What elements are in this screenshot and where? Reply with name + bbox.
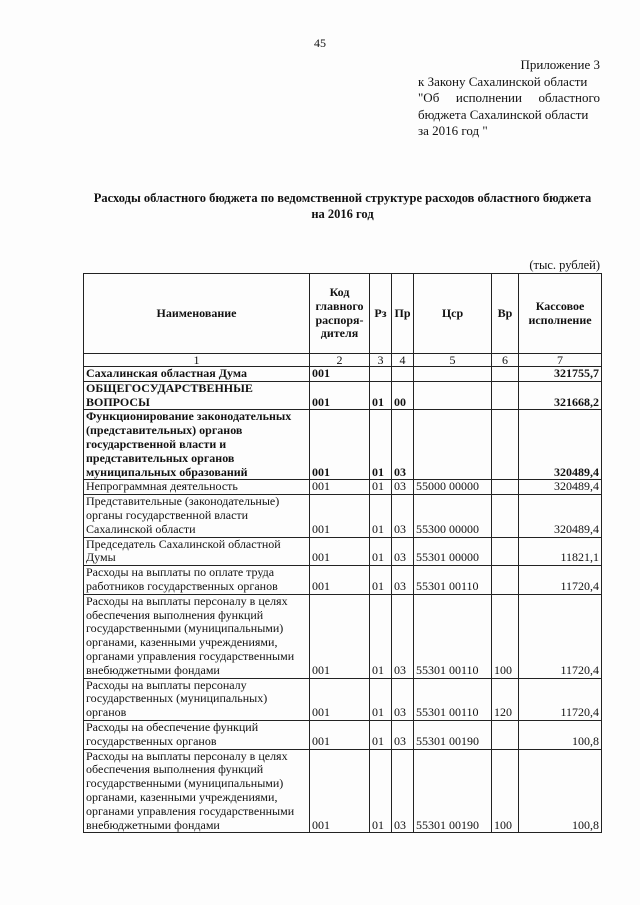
row-code: 001 [310, 480, 370, 495]
table-row [84, 594, 602, 678]
row-pr: 00 [392, 381, 414, 410]
row-vr [492, 381, 519, 410]
row-csr [414, 367, 492, 382]
row-pr: 03 [392, 594, 414, 678]
row-name: Функционирование законодательных (представительных) органов государственной власти и представительных органов муниципальных образований [84, 410, 310, 480]
row-rz: 01 [370, 594, 392, 678]
row-code: 001 [310, 749, 370, 833]
row-rz: 01 [370, 410, 392, 480]
appendix-line: к Закону Сахалинской области [418, 73, 588, 89]
row-rz: 01 [370, 480, 392, 495]
table-row [84, 495, 602, 537]
row-code: 001 [310, 594, 370, 678]
row-csr: 55301 00110 [414, 566, 492, 595]
row-code: 001 [310, 381, 370, 410]
table-row [84, 480, 602, 495]
row-csr: 55301 00190 [414, 720, 492, 749]
table-header-row [84, 274, 602, 354]
col-number: 5 [414, 354, 492, 367]
budget-table [83, 273, 602, 833]
header-vr: Вр [492, 274, 519, 354]
row-vr [492, 367, 519, 382]
row-amount: 11821,1 [519, 537, 602, 566]
row-rz: 01 [370, 381, 392, 410]
table-row [84, 367, 602, 382]
table-row [84, 537, 602, 566]
row-csr: 55301 00110 [414, 678, 492, 720]
appendix-line: "Об исполнении областного [418, 90, 600, 105]
row-code: 001 [310, 678, 370, 720]
document-title-line: Расходы областного бюджета по ведомственной структуре расходов областного бюджета [93, 191, 592, 205]
header-rz: Рз [370, 274, 392, 354]
row-name: Сахалинская областная Дума [84, 367, 310, 382]
row-name: Расходы на выплаты по оплате труда работников государственных органов [84, 566, 310, 595]
row-amount: 100,8 [519, 720, 602, 749]
row-code: 001 [310, 410, 370, 480]
row-csr: 55301 00110 [414, 594, 492, 678]
appendix-note [418, 57, 600, 140]
header-exec: Кассовое исполнение [519, 274, 602, 354]
row-pr: 03 [392, 566, 414, 595]
row-csr: 55300 00000 [414, 495, 492, 537]
row-name: ОБЩЕГОСУДАРСТВЕННЫЕ ВОПРОСЫ [84, 381, 310, 410]
row-amount: 11720,4 [519, 594, 602, 678]
header-code: Код главного распоря-дителя [310, 274, 370, 354]
row-amount: 11720,4 [519, 678, 602, 720]
row-pr: 03 [392, 537, 414, 566]
document-title-line: на 2016 год [311, 207, 374, 221]
row-csr: 55301 00190 [414, 749, 492, 833]
row-name: Расходы на выплаты персоналу государственных (муниципальных) органов [84, 678, 310, 720]
row-pr: 03 [392, 480, 414, 495]
table-row [84, 678, 602, 720]
table-row [84, 720, 602, 749]
row-name: Председатель Сахалинской областной Думы [84, 537, 310, 566]
row-rz: 01 [370, 537, 392, 566]
table-row [84, 566, 602, 595]
row-amount: 320489,4 [519, 495, 602, 537]
row-pr [392, 367, 414, 382]
row-pr: 03 [392, 410, 414, 480]
units-label: (тыс. рублей) [529, 258, 600, 272]
row-name: Расходы на обеспечение функций государственных органов [84, 720, 310, 749]
row-amount: 321668,2 [519, 381, 602, 410]
row-csr [414, 381, 492, 410]
row-code: 001 [310, 537, 370, 566]
row-vr [492, 720, 519, 749]
row-vr [492, 566, 519, 595]
document-title [80, 190, 605, 222]
row-vr [492, 480, 519, 495]
row-vr [492, 537, 519, 566]
row-name: Расходы на выплаты персоналу в целях обеспечения выполнения функций государственными (муниципальными) органами, казенными учреждениями, органами управления государственными внебюджетными фондами [84, 749, 310, 833]
row-rz: 01 [370, 566, 392, 595]
header-name: Наименование [84, 274, 310, 354]
row-amount: 100,8 [519, 749, 602, 833]
row-vr [492, 410, 519, 480]
row-rz: 01 [370, 495, 392, 537]
appendix-line: Приложение 3 [520, 57, 600, 72]
col-number: 1 [84, 354, 310, 367]
row-pr: 03 [392, 495, 414, 537]
row-csr: 55301 00000 [414, 537, 492, 566]
header-pr: Пр [392, 274, 414, 354]
appendix-line: бюджета Сахалинской области [418, 106, 589, 122]
row-vr [492, 495, 519, 537]
row-vr: 100 [492, 749, 519, 833]
row-code: 001 [310, 367, 370, 382]
table-row [84, 410, 602, 480]
row-amount: 320489,4 [519, 410, 602, 480]
row-rz: 01 [370, 749, 392, 833]
row-code: 001 [310, 566, 370, 595]
header-csr: Цср [414, 274, 492, 354]
row-csr [414, 410, 492, 480]
row-pr: 03 [392, 678, 414, 720]
row-amount: 11720,4 [519, 566, 602, 595]
col-number: 2 [310, 354, 370, 367]
row-name: Представительные (законодательные) органы государственной власти Сахалинской области [84, 495, 310, 537]
row-rz: 01 [370, 678, 392, 720]
col-number: 3 [370, 354, 392, 367]
appendix-line: за 2016 год " [418, 123, 488, 138]
row-vr: 100 [492, 594, 519, 678]
row-code: 001 [310, 495, 370, 537]
row-rz: 01 [370, 720, 392, 749]
row-csr: 55000 00000 [414, 480, 492, 495]
row-name: Непрограммная деятельность [84, 480, 310, 495]
col-number: 6 [492, 354, 519, 367]
col-number: 4 [392, 354, 414, 367]
row-name: Расходы на выплаты персоналу в целях обеспечения выполнения функций государственными (муниципальными) органами, казенными учреждениями, органами управления государственными внебюджетными фондами [84, 594, 310, 678]
row-pr: 03 [392, 749, 414, 833]
col-number: 7 [519, 354, 602, 367]
row-vr: 120 [492, 678, 519, 720]
row-code: 001 [310, 720, 370, 749]
row-rz [370, 367, 392, 382]
page-number: 45 [314, 36, 326, 50]
row-amount: 321755,7 [519, 367, 602, 382]
table-row [84, 381, 602, 410]
row-amount: 320489,4 [519, 480, 602, 495]
row-pr: 03 [392, 720, 414, 749]
column-number-row [84, 354, 602, 367]
table-row [84, 749, 602, 833]
